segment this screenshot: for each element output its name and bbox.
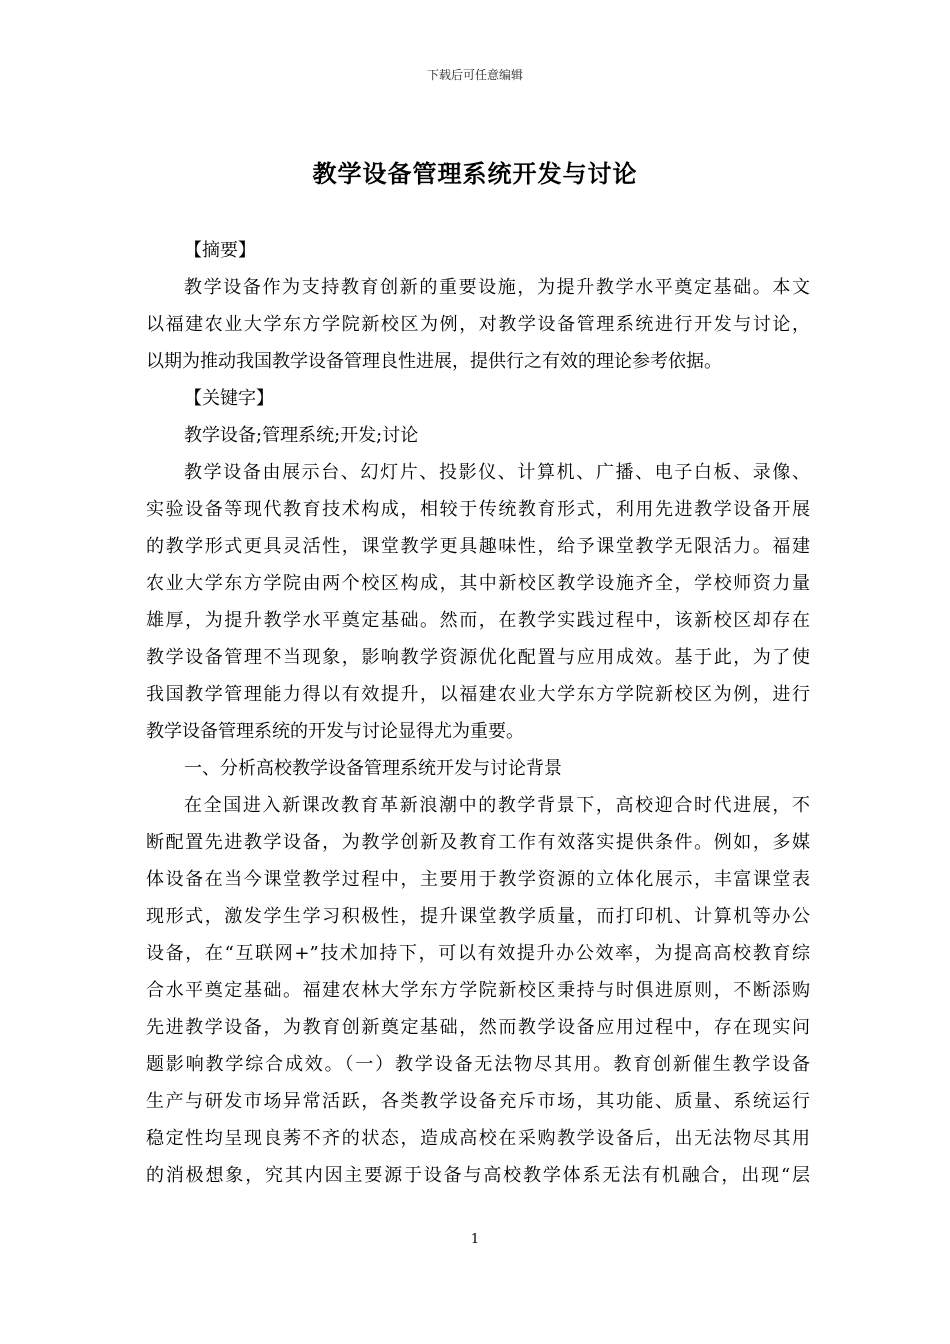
section-line: 合水平奠定基础。福建农林大学东方学院新校区秉持与时俱进原则，不断添购: [146, 980, 810, 1001]
section-line: 稳定性均呈现良莠不齐的状态，造成高校在采购教学设备后，出无法物尽其用: [146, 1128, 810, 1149]
section-line: 先进教学设备，为教育创新奠定基础，然而教学设备应用过程中，存在现实问: [146, 1017, 810, 1038]
abstract-line: 以福建农业大学东方学院新校区为例，对教学设备管理系统进行开发与讨论，: [146, 314, 810, 335]
section-line: 断配置先进教学设备，为教学创新及教育工作有效落实提供条件。例如，多媒: [146, 832, 810, 853]
abstract-line: 以期为推动我国教学设备管理良性进展，提供行之有效的理论参考依据。: [146, 351, 722, 372]
page-number: 1: [470, 1232, 480, 1247]
abstract-heading: 【摘要】: [184, 240, 256, 261]
document-title: 教学设备管理系统开发与讨论: [312, 159, 638, 188]
intro-line: 教学设备管理不当现象，影响教学资源优化配置与应用成效。基于此，为了使: [146, 647, 810, 668]
keywords-text: 教学设备;管理系统;开发;讨论: [184, 425, 419, 446]
section-line: 体设备在当今课堂教学过程中，主要用于教学资源的立体化展示，丰富课堂表: [146, 869, 810, 890]
section-line: 生产与研发市场异常活跃，各类教学设备充斥市场，其功能、质量、系统运行: [146, 1091, 810, 1112]
intro-line: 教学设备管理系统的开发与讨论显得尤为重要。: [146, 721, 524, 742]
keywords-heading: 【关键字】: [184, 388, 274, 409]
abstract-line: 教学设备作为支持教育创新的重要设施，为提升教学水平奠定基础。本文: [184, 277, 810, 298]
intro-line: 我国教学管理能力得以有效提升，以福建农业大学东方学院新校区为例，进行: [146, 684, 810, 705]
intro-line: 的教学形式更具灵活性，课堂教学更具趣味性，给予课堂教学无限活力。福建: [146, 536, 810, 557]
document-body: [146, 232, 810, 1194]
intro-line: 实验设备等现代教育技术构成，相较于传统教育形式，利用先进教学设备开展: [146, 499, 810, 520]
intro-line: 教学设备由展示台、幻灯片、投影仪、计算机、广播、电子白板、录像、: [184, 462, 810, 483]
section-line: 现形式，激发学生学习积极性，提升课堂教学质量，而打印机、计算机等办公: [146, 906, 810, 927]
intro-line: 农业大学东方学院由两个校区构成，其中新校区教学设施齐全，学校师资力量: [146, 573, 810, 594]
section-line: 题影响教学综合成效。（一）教学设备无法物尽其用。教育创新催生教学设备: [146, 1054, 810, 1075]
section-line: 的消极想象，究其内因主要源于设备与高校教学体系无法有机融合，出现“层: [146, 1165, 810, 1186]
section-line: 设备，在“互联网+”技术加持下，可以有效提升办公效率，为提高高校教育综: [146, 943, 810, 964]
page-header: 下载后可任意编辑: [426, 68, 523, 82]
section-heading: 一、分析高校教学设备管理系统开发与讨论背景: [184, 758, 562, 779]
section-line: 在全国进入新课改教育革新浪潮中的教学背景下，高校迎合时代进展，不: [184, 795, 810, 816]
intro-line: 雄厚，为提升教学水平奠定基础。然而，在教学实践过程中，该新校区却存在: [146, 610, 810, 631]
